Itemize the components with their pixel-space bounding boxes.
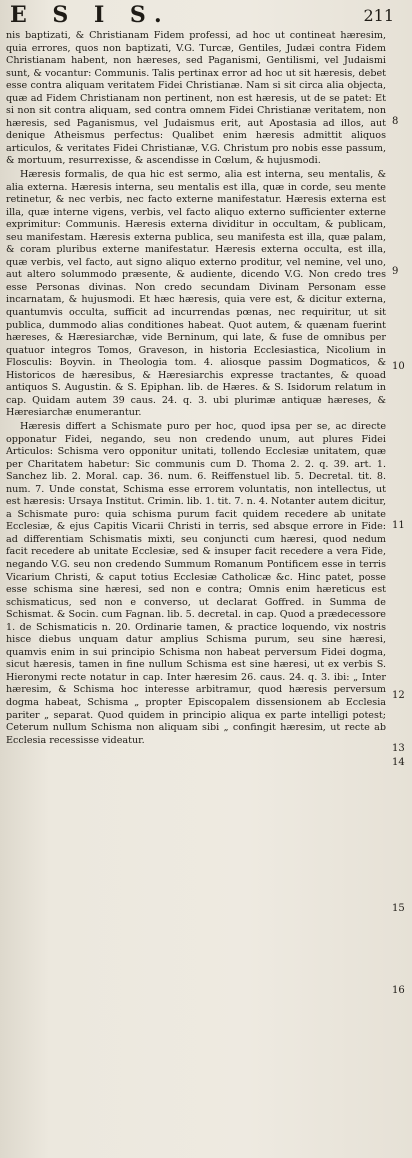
margin-number: 15 (392, 903, 405, 914)
margin-number: 11 (392, 520, 405, 531)
running-title: E S I S. (10, 2, 171, 28)
paragraph-2: Hæresis formalis, de qua hic est sermo, alia est interna, seu mentalis, & alia externa. Hæresis interna, seu mentalis est illa, quæ in corde, seu mente retinetur, & nec verbis, nec facto externe manifestatur. Hæresis externa est illa, quæ interne vigens, verbis, vel facto aliquo externo sufficienter externe exprimitur: Communis. Hæresis externa dividitur in occultam, & publicam, seu manifestam. Hæresis externa publica, seu manifesta est illa, quæ palam, & coram pluribus externe manifestatur. Hæresis externa occulta, est illa, quæ verbis, vel facto, aut signo aliquo externo proditur, vel nemine, vel uno, aut altero solummodo præsente, & audiente, dicendo V.G. Non credo tres esse Personas divinas. Non credo secundam Divinam Personam esse incarnatam, & hujusmodi. Et hæc hæresis, quia vere est, & dicitur externa, quantumvis occulta, sufficit ad incurrendas pœnas, nec requiritur, ut sit publica, dummodo alias conditiones habeat. Quot autem, & quænam fuerint hæreses, & Hæresiarchæ, vide Berninum, qui late, & fuse de omnibus per quatuor integros Tomos, Graveson, in historia Ecclesiastica, Nicolium in Flosculis: Boyvin. in Theologia tom. 4. aliosque passim Dogmaticos, & Historicos de hæresibus, & Hæresiarchis expresse tractantes, & quoad antiquos S. Augustin. & S. Epiphan. lib. de Hæres. & S. Isidorum relatum in cap. Quidam autem 39 caus. 24. q. 3. ubi plurimæ antiquæ hæreses, & Hæresiarchæ enumerantur. (6, 169, 386, 419)
margin-number: 10 (392, 361, 405, 372)
body-text (6, 30, 386, 747)
page-number: 211 (363, 6, 394, 25)
paragraph-1: nis baptizati, & Christianam Fidem professi, ad hoc ut contineat hæresim, quia errores, quos non baptizati, V.G. Turcæ, Gentiles, Judæi contra Fidem Christianam habent, non hæreses, sed Paganismi, Gentilismi, vel Judaismi sunt, & vocantur: Communis. Talis pertinax error ad hoc ut sit hæresis, debet esse contra aliquam veritatem Fidei Christianæ. Nam si sit circa alia objecta, quæ ad Fidem Christianam non pertinent, non est hæresis, ut de se patet: Et si non sit contra aliquam, sed contra omnem Fidei Christianæ veritatem, non hæresis, sed Paganismus, vel Judaismus erit, aut Apostasia ad illos, aut denique Atheismus perfectus: Qualibet enim hæresis admittit aliquos articulos, & veritates Fidei Christianæ, V.G. Christum pro nobis esse passum, & mortuum, resurrexisse, & ascendisse in Cœlum, & hujusmodi. (6, 30, 386, 167)
running-head (0, 0, 412, 30)
margin-number: 16 (392, 985, 405, 996)
margin-number: 14 (392, 757, 405, 768)
margin-number: 9 (392, 266, 399, 277)
margin-number: 13 (392, 743, 405, 754)
margin-numbers (388, 0, 412, 1158)
margin-number: 12 (392, 690, 405, 701)
margin-number: 8 (392, 116, 399, 127)
paragraph-3: Hæresis differt a Schismate puro per hoc, quod ipsa per se, ac directe opponatur Fidei, negando, seu non credendo unum, aut plures Fidei Articulos: Schisma vero opponitur unitati, tollendo Ecclesiæ unitatem, quæ per Charitatem habetur: Sic communis cum D. Thoma 2. 2. q. 39. art. 1. Sanchez lib. 2. Moral. cap. 36. num. 6. Reiffenstuel lib. 5. Decretal. tit. 8. num. 7. Unde constat, Schisma esse errorem voluntatis, non intellectus, ut est hæresis: Ursaya Institut. Crimin. lib. 1. tit. 7. n. 4. Notanter autem dicitur, a Schismate puro: quia schisma purum facit quidem recedere ab unitate Ecclesiæ, & ejus Capitis Vicarii Christi in terris, sed absque errore in Fide: ad differentiam Schismatis mixti, seu conjuncti cum hæresi, quod nedum facit recedere ab unitate Ecclesiæ, sed & insuper facit recedere a vera Fide, negando V.G. seu non credendo Summum Romanum Pontificem esse in terris Vicarium Christi, & caput totius Ecclesiæ Catholicæ &c. Hinc patet, posse esse schisma sine hæresi, sed non e contra; Omnis enim hæreticus est schismaticus, sed non e converso, ut declarat Goffred. in Summa de Schismat. & Socin. cum Fagnan. lib. 5. decretal. in cap. Quod a prædecessore 1. de Schismaticis n. 20. Ordinarie tamen, & practice loquendo, vix nostris hisce diebus unquam datur amplius Schisma purum, seu sine hæresi, quamvis enim in sui principio Schisma non habeat perversum Fidei dogma, sicut hæresis, tamen in fine nullum Schisma est sine hæresi, ut ex verbis S. Hieronymi recte notatur in cap. Inter hæresim 26. caus. 24. q. 3. ibi: „ Inter hæresim, & Schisma hoc interesse arbitramur, quod hæresis perversum dogma habeat, Schisma „ propter Episcopalem dissensionem ab Ecclesia pariter „ separat. Quod quidem in principio aliqua ex parte intelligi potest; Ceterum nullum Schisma non aliquam sibi „ confingit hæresim, ut recte ab Ecclesia recessisse videatur. (6, 420, 386, 746)
